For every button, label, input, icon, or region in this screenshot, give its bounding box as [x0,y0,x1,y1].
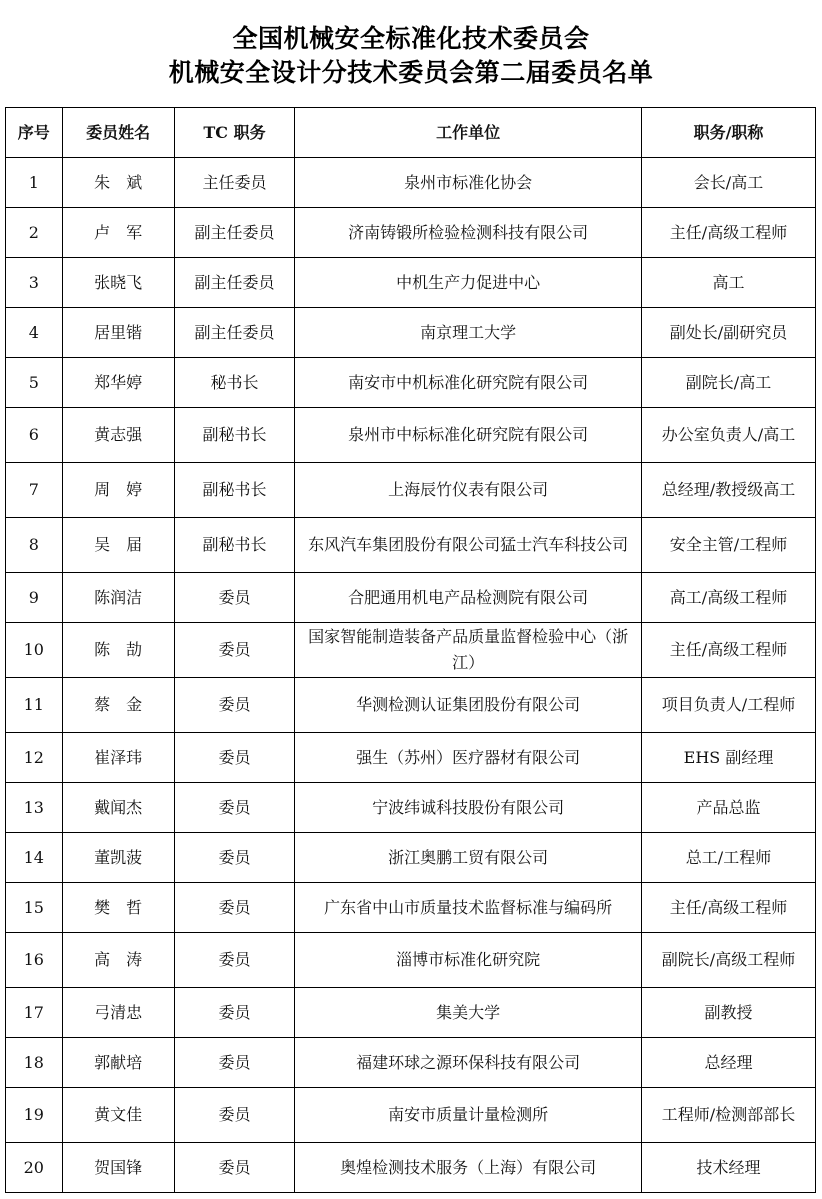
cell-tc-role: 委员 [174,1143,294,1193]
cell-name: 陈润洁 [62,573,174,623]
cell-unit: 中机生产力促进中心 [295,258,642,308]
cell-index: 4 [6,308,63,358]
cell-position: 副教授 [642,988,816,1038]
title-line-1: 全国机械安全标准化技术委员会 [232,24,590,53]
cell-tc-role: 副秘书长 [174,518,294,573]
cell-index: 18 [6,1038,63,1088]
table-header-row [6,108,816,158]
table-row [6,1088,816,1143]
cell-index: 5 [6,358,63,408]
cell-unit: 泉州市中标标准化研究院有限公司 [295,408,642,463]
cell-position: 副处长/副研究员 [642,308,816,358]
cell-name: 崔泽玮 [62,733,174,783]
cell-unit: 上海辰竹仪表有限公司 [295,463,642,518]
cell-unit: 集美大学 [295,988,642,1038]
cell-position: EHS 副经理 [642,733,816,783]
table-row [6,573,816,623]
cell-tc-role: 委员 [174,783,294,833]
table-body [6,158,816,1193]
table-row [6,1143,816,1193]
cell-tc-role: 委员 [174,733,294,783]
title-line-2: 机械安全设计分技术委员会第二届委员名单 [168,58,654,87]
cell-tc-role: 委员 [174,573,294,623]
cell-index: 9 [6,573,63,623]
cell-name: 卢 军 [62,208,174,258]
cell-name: 樊 哲 [62,883,174,933]
cell-tc-role: 主任委员 [174,158,294,208]
table-row [6,158,816,208]
cell-tc-role: 委员 [174,833,294,883]
cell-name: 张晓飞 [62,258,174,308]
cell-unit: 泉州市标准化协会 [295,158,642,208]
cell-unit: 淄博市标准化研究院 [295,933,642,988]
cell-name: 黄志强 [62,408,174,463]
cell-tc-role: 委员 [174,1088,294,1143]
table-row [6,883,816,933]
table-row [6,358,816,408]
cell-unit: 东风汽车集团股份有限公司猛士汽车科技公司 [295,518,642,573]
cell-index: 16 [6,933,63,988]
cell-index: 7 [6,463,63,518]
cell-tc-role: 委员 [174,1038,294,1088]
cell-unit: 强生（苏州）医疗器材有限公司 [295,733,642,783]
cell-position: 办公室负责人/高工 [642,408,816,463]
header-index: 序号 [6,108,63,158]
cell-index: 2 [6,208,63,258]
cell-index: 13 [6,783,63,833]
document-title [0,22,822,90]
cell-unit: 宁波纬诚科技股份有限公司 [295,783,642,833]
cell-name: 弓清忠 [62,988,174,1038]
cell-index: 1 [6,158,63,208]
cell-position: 副院长/高级工程师 [642,933,816,988]
cell-position: 技术经理 [642,1143,816,1193]
cell-name: 郭献培 [62,1038,174,1088]
cell-position: 副院长/高工 [642,358,816,408]
cell-name: 高 涛 [62,933,174,988]
cell-name: 戴闻杰 [62,783,174,833]
cell-tc-role: 副主任委员 [174,258,294,308]
cell-position: 安全主管/工程师 [642,518,816,573]
table-row [6,408,816,463]
cell-name: 蔡 金 [62,678,174,733]
table-row [6,463,816,518]
table-row [6,1038,816,1088]
cell-position: 高工/高级工程师 [642,573,816,623]
cell-unit: 南京理工大学 [295,308,642,358]
cell-tc-role: 委员 [174,933,294,988]
cell-unit: 华测检测认证集团股份有限公司 [295,678,642,733]
cell-tc-role: 委员 [174,678,294,733]
table-row [6,678,816,733]
cell-position: 主任/高级工程师 [642,623,816,678]
table-row [6,733,816,783]
cell-tc-role: 副秘书长 [174,408,294,463]
cell-index: 19 [6,1088,63,1143]
cell-index: 6 [6,408,63,463]
cell-position: 总经理 [642,1038,816,1088]
cell-position: 项目负责人/工程师 [642,678,816,733]
cell-position: 工程师/检测部部长 [642,1088,816,1143]
cell-position: 高工 [642,258,816,308]
table-row [6,988,816,1038]
cell-index: 11 [6,678,63,733]
cell-unit: 福建环球之源环保科技有限公司 [295,1038,642,1088]
cell-name: 周 婷 [62,463,174,518]
header-tc-role: TC 职务 [174,108,294,158]
cell-index: 3 [6,258,63,308]
cell-position: 会长/高工 [642,158,816,208]
cell-tc-role: 副主任委员 [174,208,294,258]
cell-unit: 南安市质量计量检测所 [295,1088,642,1143]
cell-position: 总经理/教授级高工 [642,463,816,518]
cell-index: 8 [6,518,63,573]
table-row [6,308,816,358]
cell-name: 居里锴 [62,308,174,358]
cell-unit: 南安市中机标准化研究院有限公司 [295,358,642,408]
cell-unit: 济南铸锻所检验检测科技有限公司 [295,208,642,258]
table-row [6,258,816,308]
cell-name: 陈 劼 [62,623,174,678]
header-name: 委员姓名 [62,108,174,158]
table-row [6,518,816,573]
cell-tc-role: 副主任委员 [174,308,294,358]
cell-tc-role: 副秘书长 [174,463,294,518]
cell-name: 朱 斌 [62,158,174,208]
cell-index: 15 [6,883,63,933]
table-row [6,208,816,258]
cell-name: 贺国锋 [62,1143,174,1193]
cell-position: 总工/工程师 [642,833,816,883]
cell-unit: 广东省中山市质量技术监督标准与编码所 [295,883,642,933]
cell-position: 产品总监 [642,783,816,833]
cell-index: 20 [6,1143,63,1193]
member-roster-table [5,107,816,1193]
header-position: 职务/职称 [642,108,816,158]
cell-name: 吴 届 [62,518,174,573]
header-unit: 工作单位 [295,108,642,158]
table-row [6,783,816,833]
cell-unit: 浙江奥鹏工贸有限公司 [295,833,642,883]
cell-tc-role: 委员 [174,623,294,678]
table-row [6,833,816,883]
cell-unit: 奥煌检测技术服务（上海）有限公司 [295,1143,642,1193]
cell-tc-role: 秘书长 [174,358,294,408]
cell-name: 郑华婷 [62,358,174,408]
cell-tc-role: 委员 [174,883,294,933]
cell-name: 黄文佳 [62,1088,174,1143]
cell-position: 主任/高级工程师 [642,208,816,258]
cell-unit: 合肥通用机电产品检测院有限公司 [295,573,642,623]
table-row [6,933,816,988]
cell-name: 董凯菠 [62,833,174,883]
cell-index: 10 [6,623,63,678]
cell-index: 17 [6,988,63,1038]
cell-unit: 国家智能制造装备产品质量监督检验中心（浙江） [295,623,642,678]
cell-tc-role: 委员 [174,988,294,1038]
cell-index: 14 [6,833,63,883]
cell-position: 主任/高级工程师 [642,883,816,933]
table-row [6,623,816,678]
cell-index: 12 [6,733,63,783]
